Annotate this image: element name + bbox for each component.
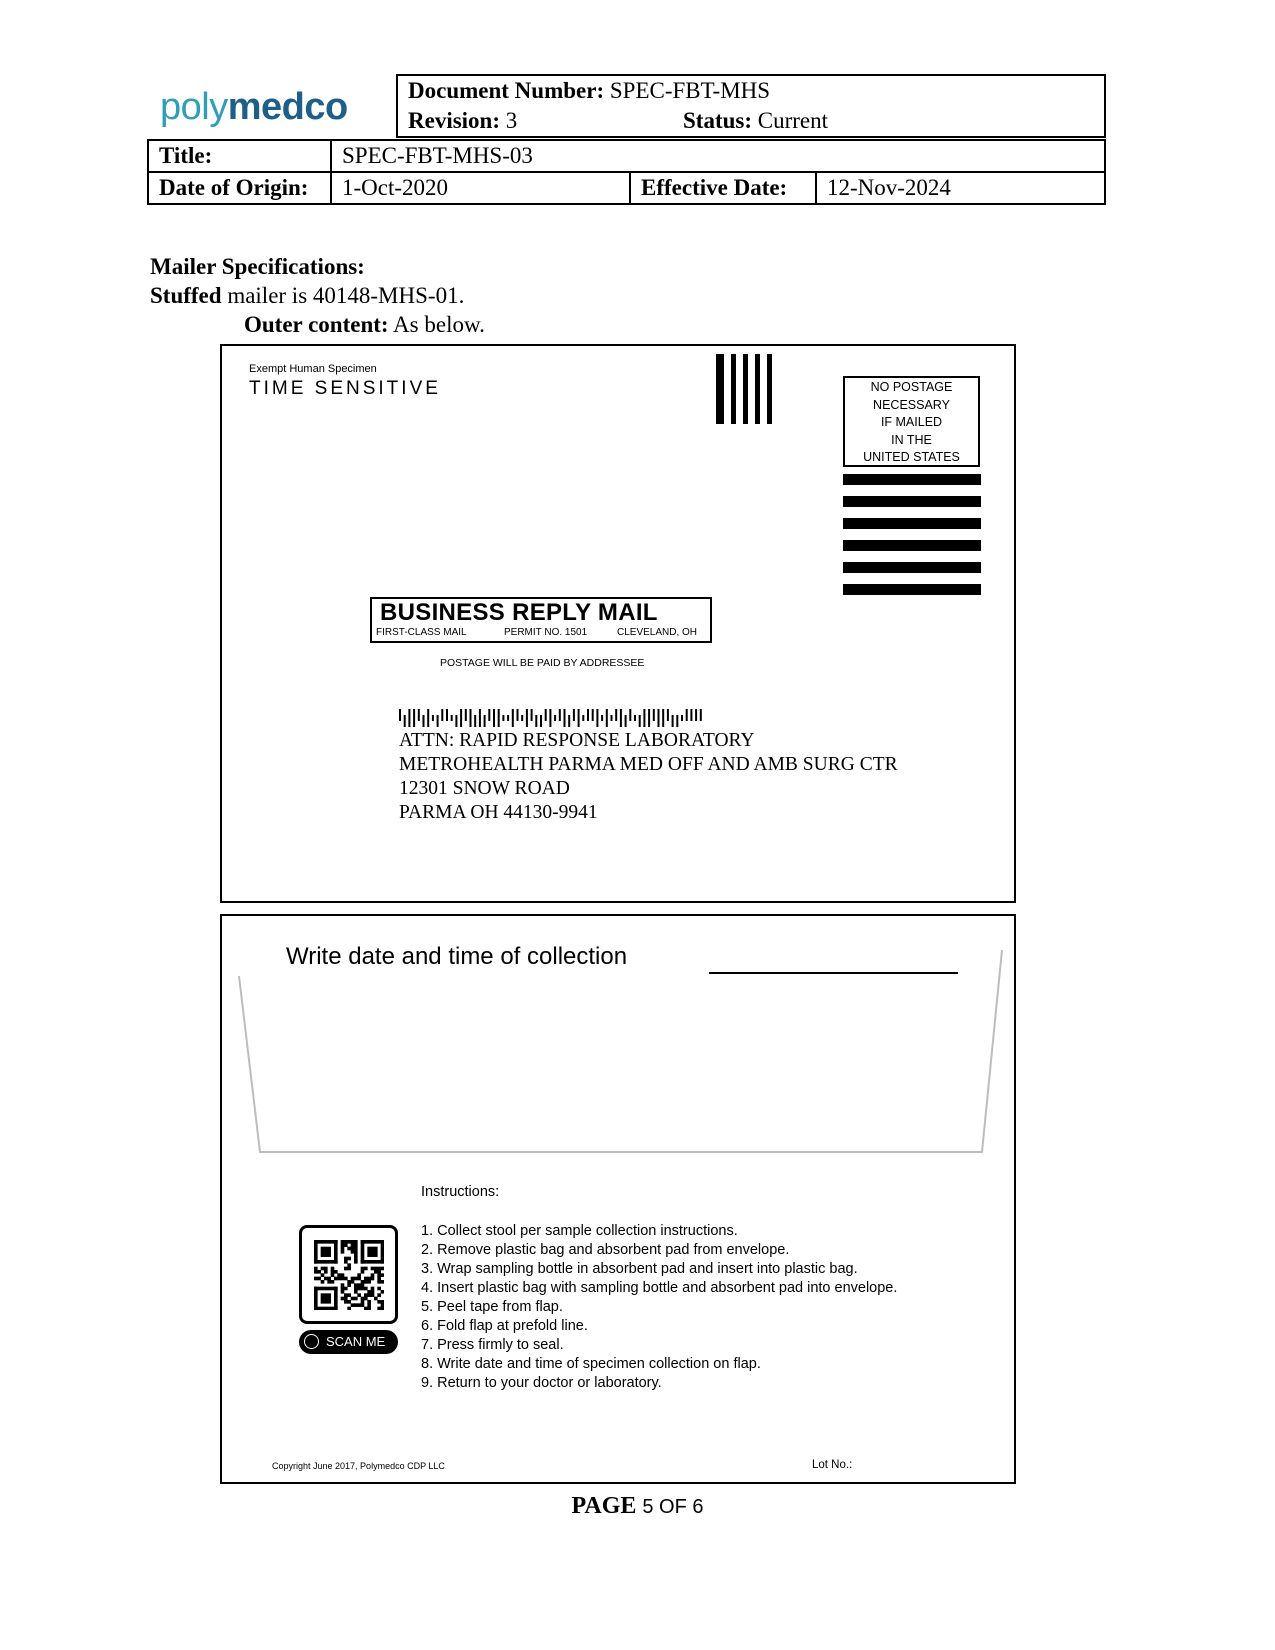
doc-header-table: Title: SPEC-FBT-MHS-03 Date of Origin: 1-Oct-2020 Effective Date: 12-Nov-2024: [147, 139, 1106, 205]
effective-date: 12-Nov-2024: [816, 172, 1105, 204]
qr-code-frame: [299, 1225, 398, 1324]
list-item: 4. Insert plastic bag with sampling bottle and absorbent pad into envelope.: [421, 1280, 898, 1296]
no-postage-box: NO POSTAGE NECESSARY IF MAILED IN THE UNITED STATES: [843, 376, 980, 467]
time-sensitive-label: TIME SENSITIVE: [249, 378, 441, 399]
instructions-list: [421, 1222, 897, 1393]
phone-icon: [304, 1334, 319, 1349]
list-item: 2. Remove plastic bag and absorbent pad from envelope.: [421, 1242, 790, 1258]
date-of-origin: 1-Oct-2020: [331, 172, 630, 204]
spec-heading: Mailer Specifications:: [150, 254, 365, 279]
list-item: 7. Press firmly to seal.: [421, 1337, 564, 1353]
write-date-line: [709, 972, 958, 974]
mailer-spec: Mailer Specifications: Stuffed mailer is 40148-MHS-01. Outer content: As below.: [150, 254, 485, 337]
intelligent-mail-barcode-icon: [399, 709, 709, 727]
revision: 3: [505, 108, 518, 133]
exempt-label: Exempt Human Specimen: [249, 363, 377, 375]
scan-me-badge: SCAN ME: [299, 1330, 398, 1354]
envelope-back: [220, 914, 1016, 1484]
lot-number-label: Lot No.:: [812, 1459, 853, 1471]
polymedco-logo: polymedco: [160, 86, 348, 128]
page-footer: PAGE 5 OF 6: [571, 1493, 704, 1519]
envelope-front: [220, 344, 1016, 903]
copyright-text: Copyright June 2017, Polymedco CDP LLC: [272, 1461, 445, 1471]
list-item: 9. Return to your doctor or laboratory.: [421, 1375, 662, 1391]
write-date-label: Write date and time of collection: [286, 943, 628, 970]
doc-header-top: Document Number: SPEC-FBT-MHS Revision: 3 Status: Current: [396, 74, 1106, 138]
horizontal-bars-icon: [843, 474, 981, 596]
status: Current: [757, 108, 829, 133]
list-item: 3. Wrap sampling bottle in absorbent pad and insert into plastic bag.: [421, 1261, 858, 1277]
brm-title: BUSINESS REPLY MAIL: [380, 599, 658, 626]
list-item: 5. Peel tape from flap.: [421, 1299, 563, 1315]
doc-title: SPEC-FBT-MHS-03: [331, 140, 1105, 172]
instructions-label: Instructions:: [421, 1184, 500, 1200]
list-item: 1. Collect stool per sample collection instructions.: [421, 1223, 738, 1239]
list-item: 6. Fold flap at prefold line.: [421, 1318, 588, 1334]
list-item: 8. Write date and time of specimen collection on flap.: [421, 1356, 761, 1372]
postage-paid-label: POSTAGE WILL BE PAID BY ADDRESSEE: [440, 657, 645, 669]
recipient-address: ATTN: RAPID RESPONSE LABORATORY METROHEALTH PARMA MED OFF AND AMB SURG CTR 12301 SNOW ROAD PARMA OH 44130-9941: [399, 730, 898, 823]
fim-barcode-icon: [712, 354, 782, 426]
business-reply-mail-box: BUSINESS REPLY MAIL FIRST-CLASS MAIL PERMIT NO. 1501 CLEVELAND, OH: [370, 597, 712, 643]
qr-code-icon[interactable]: [314, 1240, 384, 1310]
doc-number: SPEC-FBT-MHS: [609, 78, 771, 103]
